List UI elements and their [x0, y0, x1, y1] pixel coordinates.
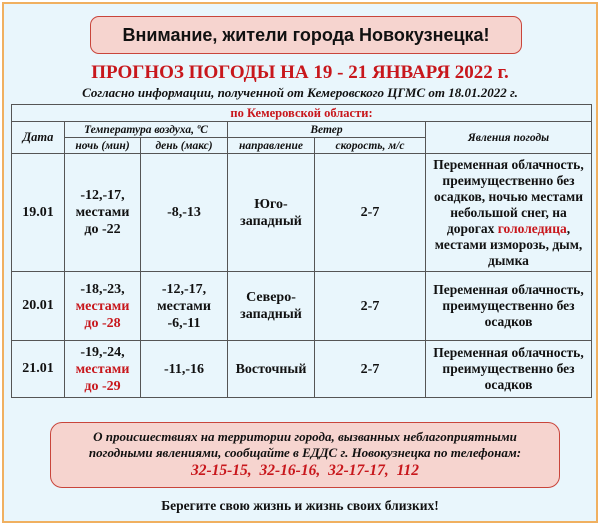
weather-phenomena-cell: Переменная облачность, преимущественно без осадков	[426, 341, 592, 398]
night-column-header: ночь (мин)	[65, 138, 141, 154]
night-temp-cell	[65, 341, 141, 398]
night-temp-local-value: до -22	[84, 222, 121, 237]
night-temp-cell	[65, 272, 141, 341]
notice-line-2: погодными явлениями, сообщайте в ЕДДС г. Новокузнецка по телефонам:	[88, 445, 522, 460]
table-row	[12, 272, 592, 341]
source-note: Согласно информации, полученной от Кемеровского ЦГМС от 18.01.2022 г.	[82, 85, 518, 100]
weather-poster	[2, 2, 598, 523]
direction-column-header: направление	[228, 138, 315, 154]
night-temp-range: -18,-23,	[80, 281, 125, 297]
wind-speed-cell: 2-7	[315, 341, 426, 398]
region-header: по Кемеровской области:	[12, 105, 592, 122]
weather-text-tail: , местами изморозь, дым, дымка	[434, 220, 583, 268]
day-temp-cell	[141, 154, 228, 272]
night-temp-local: местами	[75, 361, 130, 377]
wind-direction-cell: Восточный	[228, 341, 315, 398]
weather-phenomena-cell	[426, 154, 592, 272]
night-temp-local-value: до -28	[84, 315, 121, 331]
date-cell: 19.01	[12, 154, 65, 272]
wind-direction-cell	[228, 154, 315, 272]
night-temp-range: -19,-24,	[80, 344, 125, 360]
attention-title: Внимание, жители города Новокузнецка!	[122, 24, 490, 45]
night-temp-range: -12,-17,	[80, 188, 125, 203]
phenomena-column-header: Явления погоды	[426, 122, 592, 154]
weather-text: Переменная облачность, преимущественно без осадков, ночью местами небольшой снег, на дорогах	[433, 156, 584, 236]
wind-direction-part2: западный	[240, 307, 302, 322]
night-temp-local: местами	[75, 298, 130, 314]
day-temp-cell: -11,-16	[141, 341, 228, 398]
wind-speed-cell: 2-7	[315, 154, 426, 272]
wind-direction-part2: западный	[240, 213, 302, 229]
wind-direction-part1: Северо-	[246, 290, 296, 305]
date-cell: 20.01	[12, 272, 65, 341]
forecast-headline: ПРОГНОЗ ПОГОДЫ НА 19 - 21 ЯНВАРЯ 2022 г.	[91, 62, 509, 83]
day-temp-range: -12,-17,	[161, 281, 207, 297]
table-row	[12, 341, 592, 398]
date-column-header: Дата	[12, 122, 65, 154]
emergency-notice	[50, 422, 560, 488]
speed-column-header: скорость, м/с	[315, 138, 426, 154]
night-temp-local-value: до -29	[84, 378, 121, 394]
wind-speed-cell: 2-7	[315, 272, 426, 341]
day-temp-range: -8,-13	[167, 205, 201, 220]
day-column-header: день (макс)	[141, 138, 228, 154]
attention-banner	[90, 16, 522, 54]
weather-highlight: гололедица	[497, 220, 567, 236]
table-row	[12, 154, 592, 272]
notice-line-1: О происшествиях на территории города, вызванных неблагоприятными	[93, 429, 517, 444]
weather-phenomena-cell: Переменная облачность, преимущественно без осадков	[426, 272, 592, 341]
night-temp-cell	[65, 154, 141, 272]
day-temp-local: местами -6,-11	[157, 298, 211, 331]
footer-slogan: Берегите свою жизнь и жизнь своих близких!	[161, 498, 439, 513]
date-cell: 21.01	[12, 341, 65, 398]
night-temp-local: местами	[75, 205, 130, 220]
wind-column-header: Ветер	[228, 122, 426, 138]
forecast-table	[11, 104, 592, 398]
wind-direction-cell	[228, 272, 315, 341]
wind-direction-part1: Юго-	[254, 196, 288, 212]
day-temp-cell	[141, 272, 228, 341]
temperature-column-header: Температура воздуха, ºС	[65, 122, 228, 138]
emergency-phones: 32-15-15, 32-16-16, 32-17-17, 112	[190, 462, 420, 479]
